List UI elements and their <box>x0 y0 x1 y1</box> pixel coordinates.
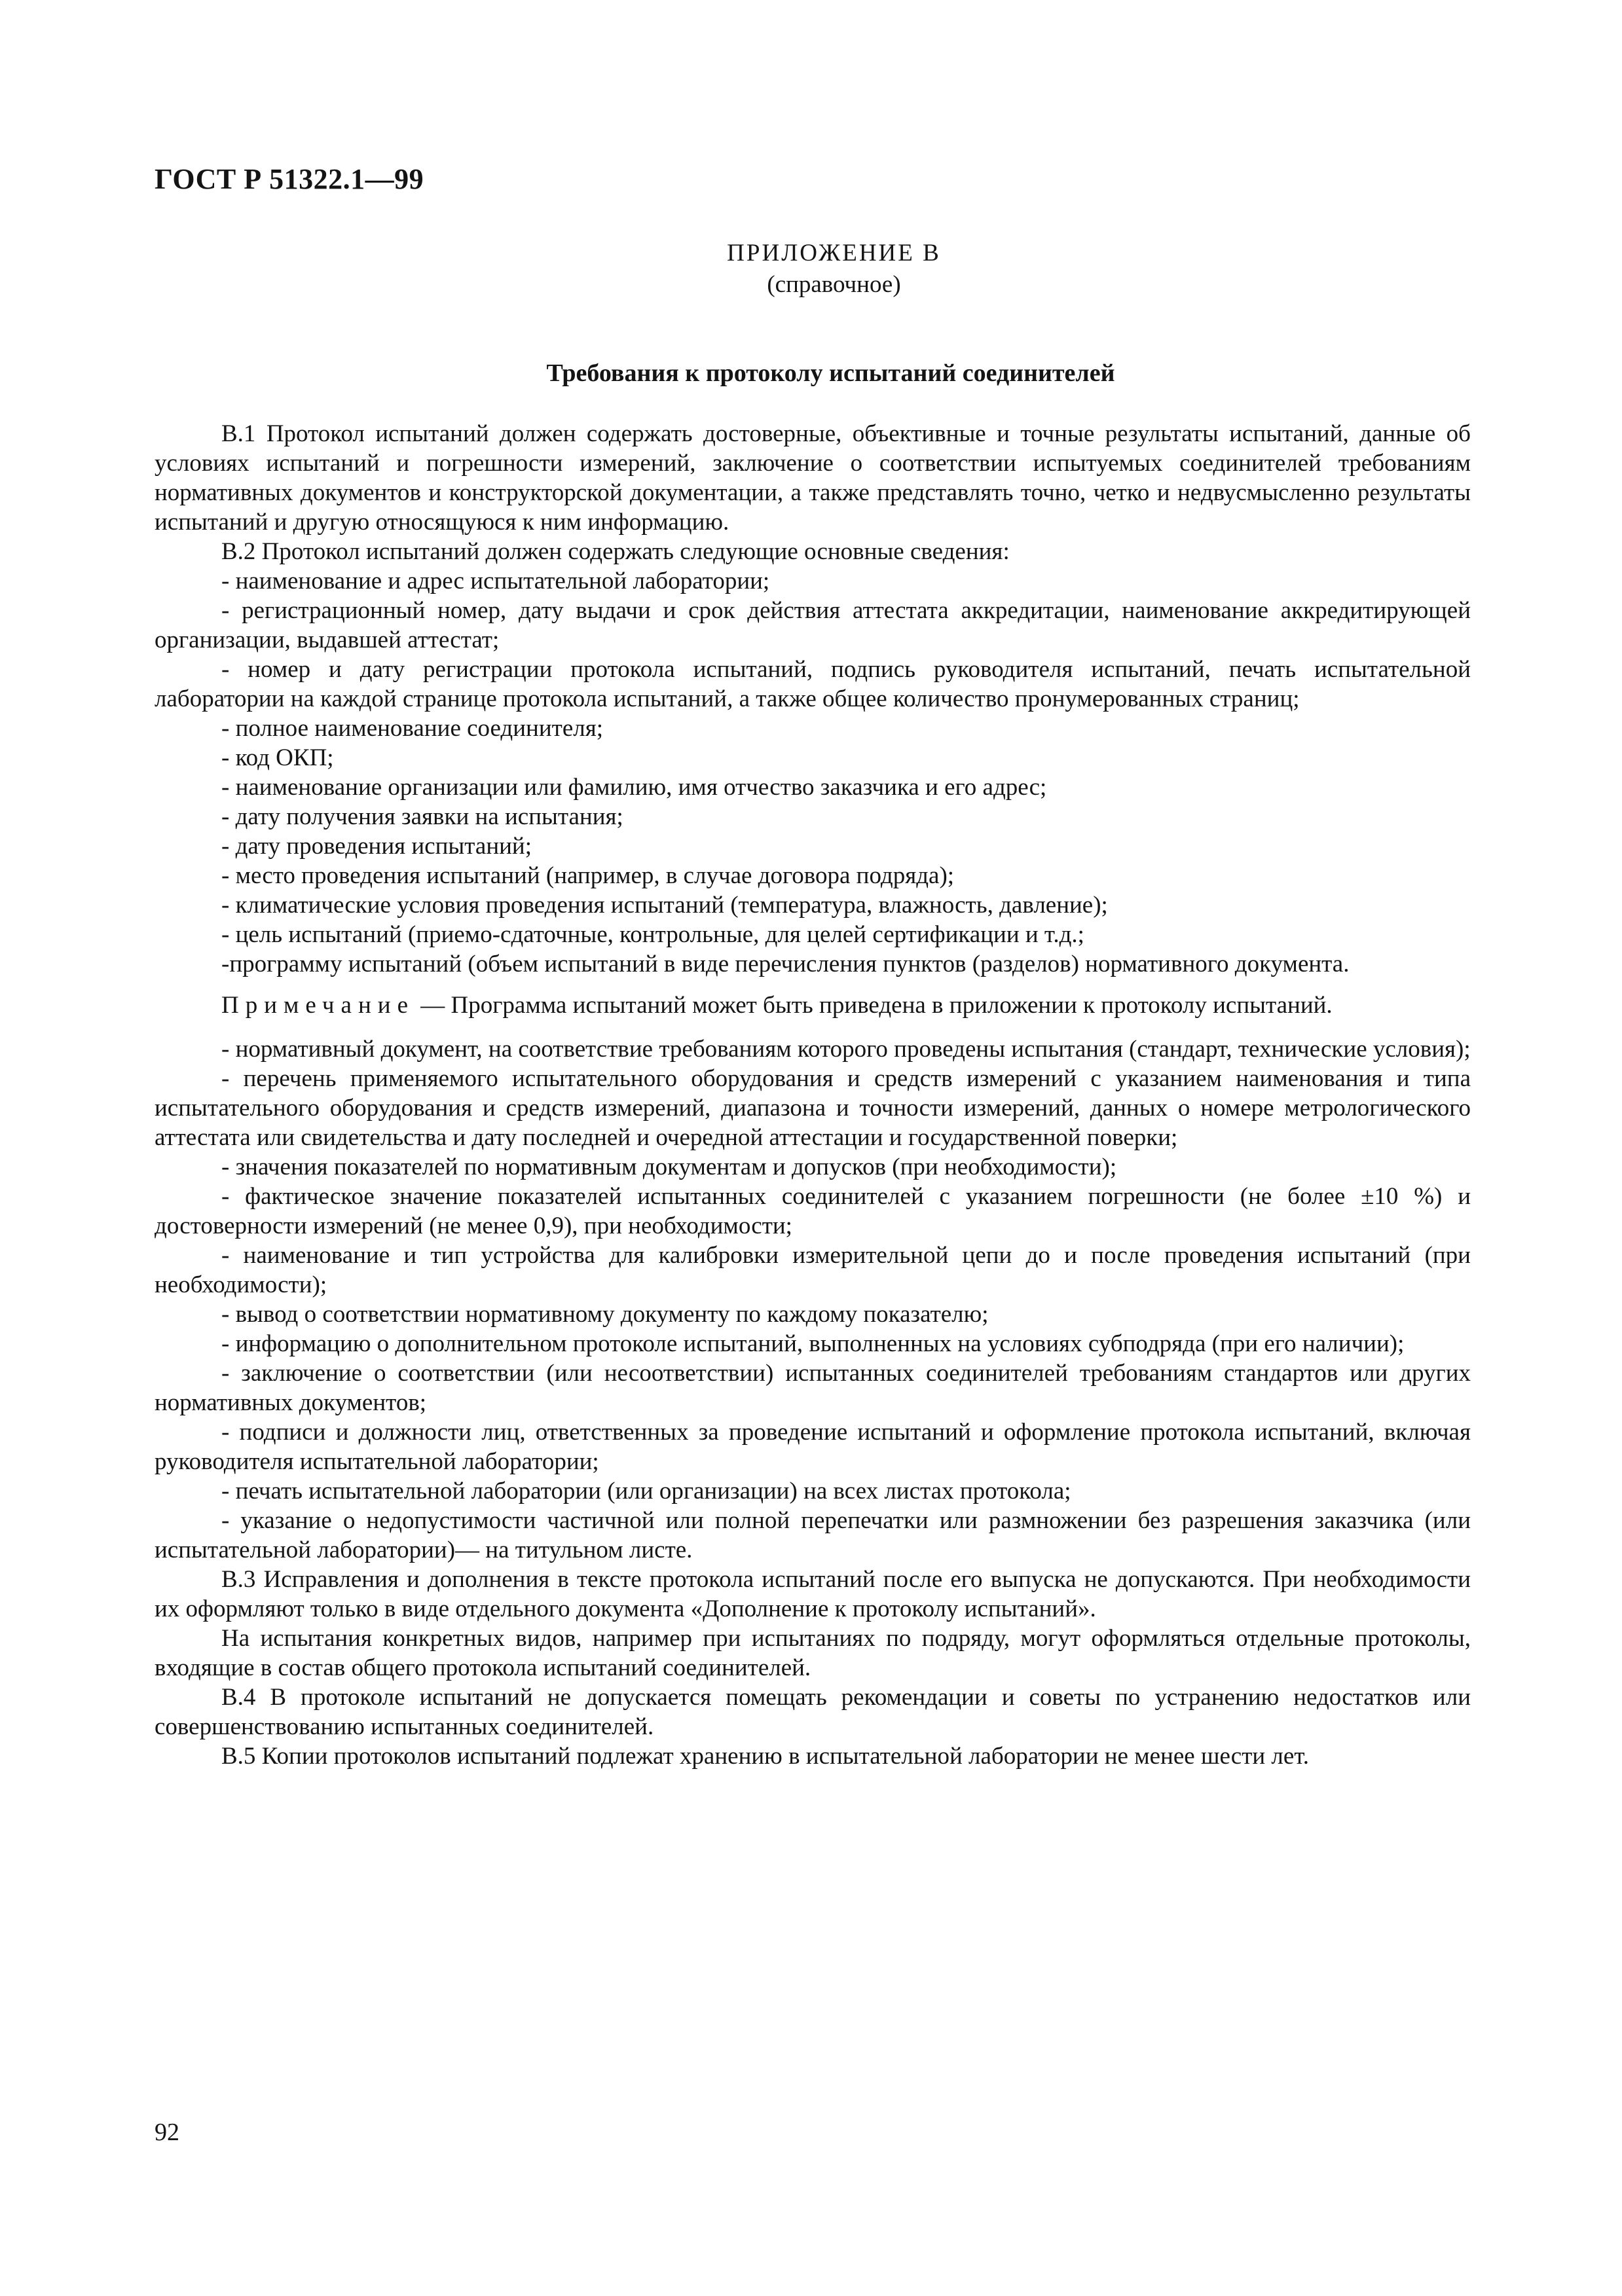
list-item: - вывод о соответствии нормативному документу по каждому показателю; <box>221 1301 989 1328</box>
paragraph: В.5 Копии протоколов испытаний подлежат хранению в испытательной лаборатории не менее шести лет. <box>221 1743 1309 1770</box>
list-item: - фактическое значение показателей испытанных соединителей с указанием погрешности (не более ±10 %) и достоверности измерений (не менее 0,9), при необходимости; <box>155 1183 1471 1239</box>
paragraph: На испытания конкретных видов, например при испытаниях по подряду, могут оформляться отдельные протоколы, входящие в состав общего протокола испытаний соединителей. <box>155 1625 1471 1681</box>
list-item: - полное наименование соединителя; <box>221 715 604 742</box>
list-item: - значения показателей по нормативным документам и допусков (при необходимости); <box>221 1154 1117 1180</box>
document-body <box>155 419 1471 1771</box>
paragraph: В.4 В протоколе испытаний не допускается помещать рекомендации и советы по устранению недостатков или совершенствованию испытанных соединителей. <box>155 1684 1471 1740</box>
list-item: - наименование и адрес испытательной лаборатории; <box>221 568 770 594</box>
appendix-heading <box>0 237 1622 300</box>
list-item: - дату получения заявки на испытания; <box>221 803 623 830</box>
standard-code: ГОСТ Р 51322.1—99 <box>155 163 424 195</box>
section-title: Требования к протоколу испытаний соединителей <box>546 359 1115 387</box>
list-item: - цель испытаний (приемо-сдаточные, контрольные, для целей сертификации и т.д.; <box>221 921 1084 948</box>
list-item: - код ОКП; <box>221 744 334 771</box>
list-item: - подписи и должности лиц, ответственных за проведение испытаний и оформление протокола испытаний, включая руководителя испытательной лаборатории; <box>155 1419 1471 1475</box>
list-item: - нормативный документ, на соответствие требованиям которого проведены испытания (стандарт, технические условия); <box>221 1036 1471 1063</box>
list-item: - информацию о дополнительном протоколе испытаний, выполненных на условиях субподряда (при его наличии); <box>221 1330 1405 1357</box>
appendix-subtitle: (справочное) <box>767 271 901 298</box>
appendix-title: ПРИЛОЖЕНИЕ В <box>727 240 941 266</box>
list-item: - климатические условия проведения испытаний (температура, влажность, давление); <box>221 892 1108 919</box>
page-number: 92 <box>155 2119 179 2146</box>
note-label: Примечание <box>221 992 415 1019</box>
note-text: — Программа испытаний может быть приведена в приложении к протоколу испытаний. <box>415 992 1333 1019</box>
list-item: - заключение о соответствии (или несоответствии) испытанных соединителей требованиям стандартов или других нормативных документов; <box>155 1360 1471 1416</box>
list-item: - наименование и тип устройства для калибровки измерительной цепи до и после проведения испытаний (при необходимости); <box>155 1242 1471 1298</box>
list-item: - указание о недопустимости частичной или полной перепечатки или размножении без разрешения заказчика (или испытательной лаборатории)— на титульном листе. <box>155 1507 1471 1563</box>
list-item: - дату проведения испытаний; <box>221 833 532 860</box>
list-item: - регистрационный номер, дату выдачи и срок действия аттестата аккредитации, наименование аккредитирующей организации, выдавшей аттестат; <box>155 597 1471 653</box>
list-item: - перечень применяемого испытательного оборудования и средств измерений с указанием наименования и типа испытательного оборудования и средств измерений, диапазона и точности измерений, данных о номере метрологического аттестата или свидетельства и дату последней и очередной аттестации и государственной поверки; <box>155 1065 1471 1151</box>
list-item: - место проведения испытаний (например, в случае договора подряда); <box>221 862 955 889</box>
list-item: - номер и дату регистрации протокола испытаний, подпись руководителя испытаний, печать испытательной лаборатории на каждой странице протокола испытаний, а также общее количество пронумерованных страниц; <box>155 656 1471 712</box>
note <box>155 991 1471 1020</box>
paragraph: В.1 Протокол испытаний должен содержать достоверные, объективные и точные результаты испытаний, данные об условиях испытаний и погрешности измерений, заключение о соответствии испытуемых соединителей требованиям нормативных документов и конструкторской документации, а также представлять точно, четко и недвусмысленно результаты испытаний и другую относящуюся к ним информацию. <box>155 420 1471 536</box>
list-item: - наименование организации или фамилию, имя отчество заказчика и его адрес; <box>221 774 1047 801</box>
paragraph: В.3 Исправления и дополнения в тексте протокола испытаний после его выпуска не допускаются. При необходимости их оформляют только в виде отдельного документа «Дополнение к протоколу испытаний». <box>155 1566 1471 1622</box>
list-item: -программу испытаний (объем испытаний в виде перечисления пунктов (разделов) нормативного документа. <box>221 951 1350 977</box>
list-item: - печать испытательной лаборатории (или организации) на всех листах протокола; <box>221 1478 1071 1504</box>
paragraph: В.2 Протокол испытаний должен содержать следующие основные сведения: <box>221 538 1010 565</box>
